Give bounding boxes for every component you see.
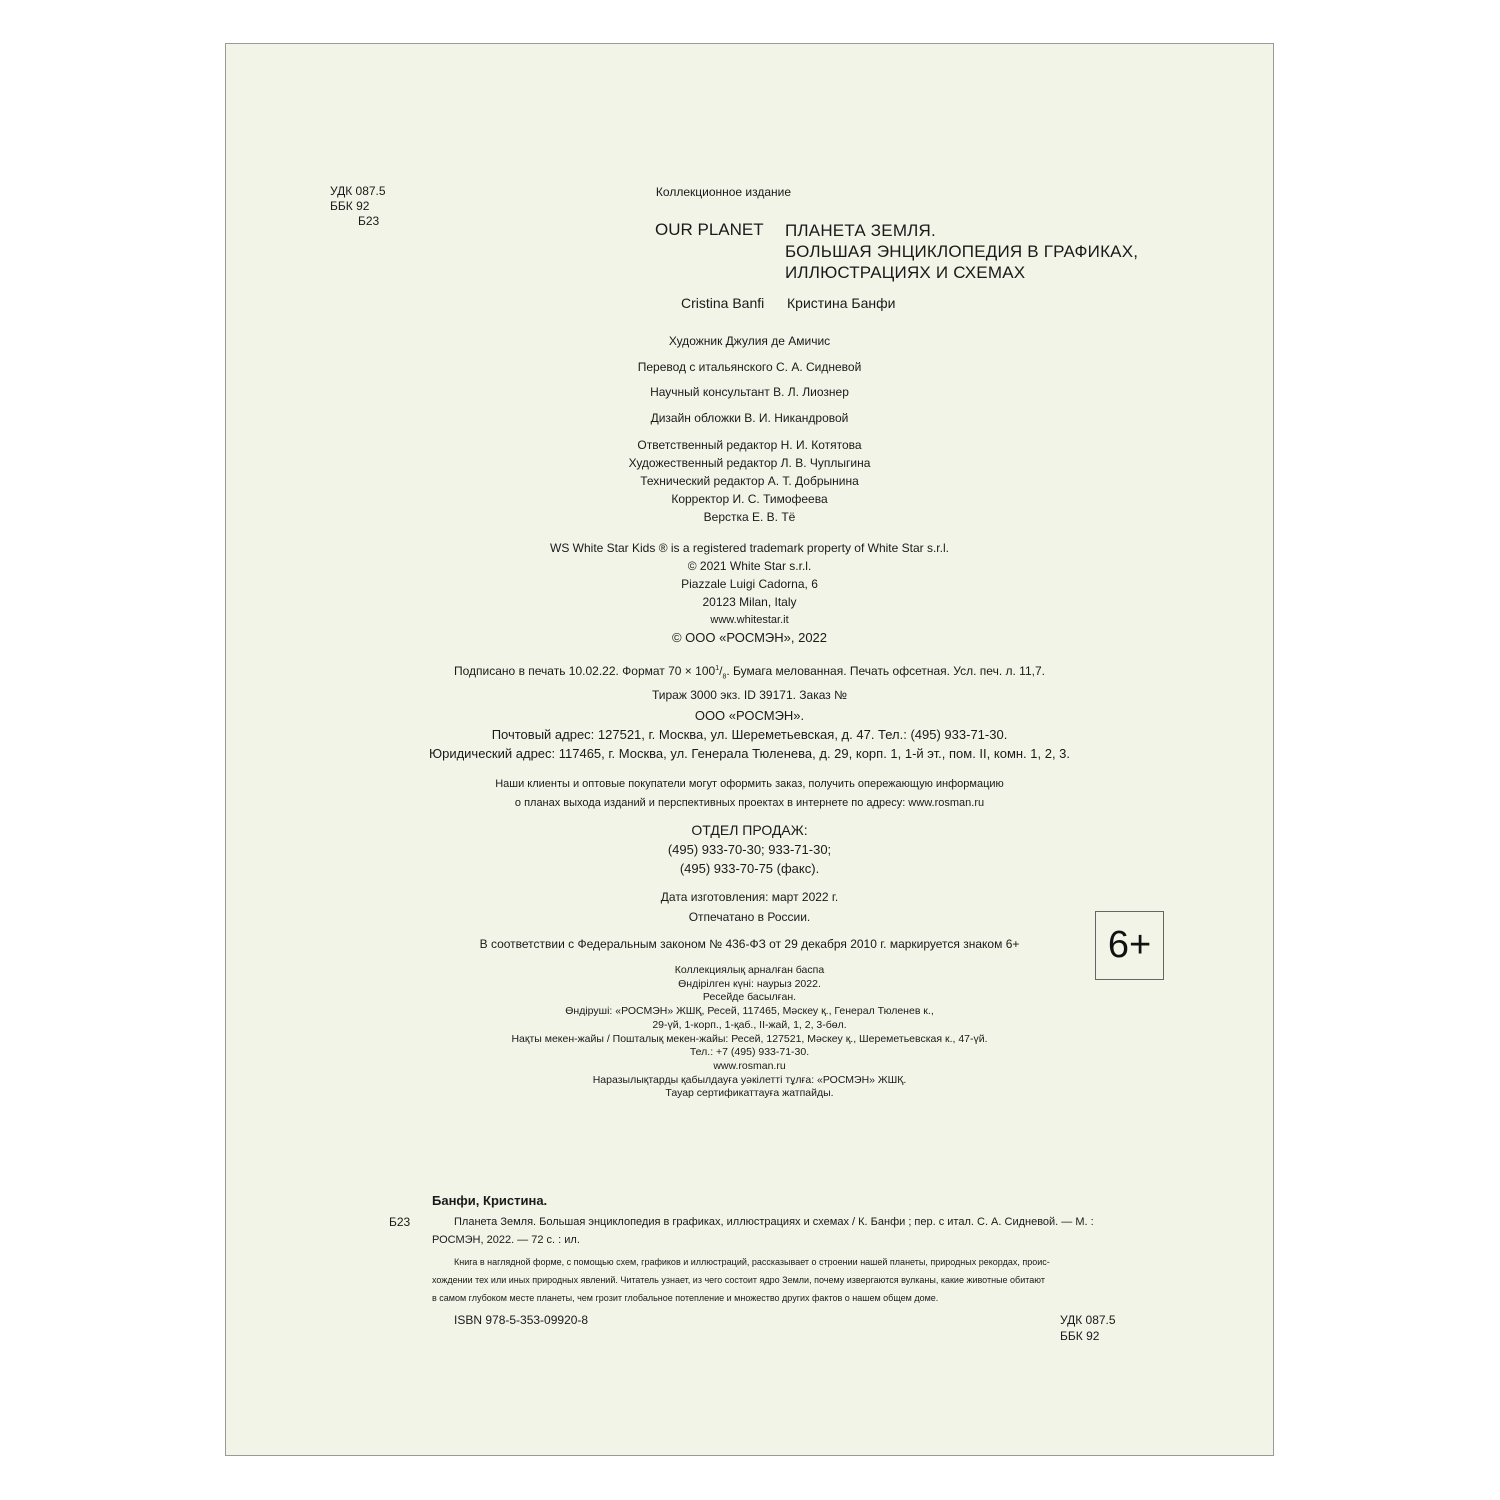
bib-description-line: РОСМЭН, 2022. — 72 с. : ил. [432,1234,580,1246]
bib-udk-code: УДК 087.5 [1060,1313,1116,1327]
clients-info [226,775,1273,813]
credit-editors [226,436,1273,526]
kazakh-line: Өндірілген күні: наурыз 2022. [678,977,821,990]
print-info [226,659,1273,705]
copyright-block [226,539,1273,647]
copyright-line: © 2021 White Star s.r.l. [687,559,812,573]
print-paper-text: . Бумага мелованная. Печать офсетная. Усл. печ. л. 11,7. [726,664,1045,678]
original-title: OUR PLANET [655,220,764,239]
copyright-line: www.whitestar.it [710,614,789,626]
credit-editor: Технический редактор А. Т. Добрынина [640,474,859,488]
book-title-line: ИЛЛЮСТРАЦИЯХ И СХЕМАХ [785,263,1026,282]
credit-translation: Перевод с итальянского С. А. Сидневой [637,360,862,374]
credit-editor: Корректор И. С. Тимофеева [671,492,828,506]
publisher-line: ООО «РОСМЭН». [694,708,805,723]
manufacture-line: Отпечатано в России. [688,910,811,924]
credit-editor: Ответственный редактор Н. И. Котятова [637,438,862,452]
bib-annotation-line: Книга в наглядной форме, с помощью схем, графиков и иллюстраций, рассказывает о строении нашей планеты, природных рекордах, проис- [454,1257,1050,1267]
credit-consultant: Научный консультант В. Л. Лиознер [650,385,849,399]
kazakh-line: Өндіруші: «РОСМЭН» ЖШҚ, Ресей, 117465, Мәскеу қ., Генерал Тюленев к., [565,1005,934,1018]
bbk-code: ББК 92 [330,199,370,213]
bib-description [432,1213,1094,1249]
book-title [785,220,1138,283]
manufacture-line: Дата изготовления: март 2022 г. [660,890,839,904]
imprint-page [225,43,1274,1456]
kazakh-line: 29-үй, 1-корп., 1-қаб., II-жай, 1, 2, 3-бөл. [652,1018,847,1031]
bib-description-line: Планета Земля. Большая энциклопедия в графиках, иллюстрациях и схемах / К. Банфи ; пер. с итал. С. А. Сидневой. — М. : [454,1216,1094,1228]
publisher-line: Почтовый адрес: 127521, г. Москва, ул. Шереметьевская, д. 47. Тел.: (495) 933-71-30. [491,727,1008,742]
publisher-block [226,706,1273,763]
print-info-line: Тираж 3000 экз. ID 39171. Заказ № [652,688,847,703]
kazakh-line: Тауар сертификаттауға жатпайды. [665,1087,834,1100]
clients-line: Наши клиенты и оптовые покупатели могут оформить заказ, получить опережающую информацию [495,778,1004,790]
sales-line: (495) 933-70-30; 933-71-30; [667,842,832,857]
law-notice: В соответствии с Федеральным законом № 436-ФЗ от 29 декабря 2010 г. маркируется знаком 6+ [479,937,1020,951]
print-format-text: Подписано в печать 10.02.22. Формат 70 × 100 [454,664,716,678]
kazakh-block [226,964,1273,1101]
copyright-line: 20123 Milan, Italy [702,595,797,609]
age-rating-badge: 6+ [1095,911,1164,980]
sales-block [226,821,1273,878]
author-latin: Cristina Banfi [681,295,765,311]
author-cyrillic: Кристина Банфи [787,295,896,311]
format-fraction-numerator: 1 [715,665,720,672]
kazakh-line: Коллекциялық арналған баспа [674,964,825,976]
bib-annotation-line: в самом глубоком месте планеты, чем грозит глобальное потепление и множество других фактов о нашем общем доме. [432,1293,939,1303]
book-title-line: ПЛАНЕТА ЗЕМЛЯ. [785,221,936,240]
bib-bbk-code: ББК 92 [1060,1329,1100,1343]
credit-editor: Верстка Е. В. Тё [703,510,796,524]
bib-annotation [432,1253,1050,1307]
copyright-line: © ООО «РОСМЭН», 2022 [671,630,828,645]
udk-code: УДК 087.5 [330,184,386,198]
edition-label: Коллекционное издание [655,185,792,199]
copyright-line: Piazzale Luigi Cadorna, 6 [681,577,818,591]
publisher-line: Юридический адрес: 117465, г. Москва, ул. Генерала Тюленева, д. 29, корп. 1, 1-й эт., пом. II, комн. 1, 2, 3. [428,746,1071,761]
sales-heading: ОТДЕЛ ПРОДАЖ: [691,822,808,838]
print-info-line: Подписано в печать 10.02.22. Формат $70 \times 100^1/_8$. Бумага мелованная. Печать офсетная. Усл. печ. л. 11,7. [454,664,1045,681]
clients-line: о планах выхода изданий и перспективных проектах в интернете по адресу: www.rosman.ru [514,797,985,809]
format-fraction-denominator: 8 [722,673,727,681]
credit-artist: Художник Джулия де Амичис [668,334,831,348]
sales-line: (495) 933-70-75 (факс). [679,861,820,876]
bib-author-sign: Б23 [389,1215,411,1229]
bib-author-heading: Банфи, Кристина. [432,1193,548,1208]
credit-cover: Дизайн обложки В. И. Никандровой [650,411,849,425]
kazakh-line: Тел.: +7 (495) 933-71-30. [689,1046,810,1059]
bib-annotation-line: хождении тех или иных природных явлений. Читатель узнает, из чего состоит ядро Земли, почему извергаются вулканы, какие животные обитают [432,1275,1045,1285]
book-title-line: БОЛЬШАЯ ЭНЦИКЛОПЕДИЯ В ГРАФИКАХ, [785,242,1139,261]
credit-editor: Художественный редактор Л. В. Чуплыгина [628,456,871,470]
kazakh-line: www.rosman.ru [713,1059,786,1072]
copyright-line: WS White Star Kids ® is a registered trademark property of White Star s.r.l. [550,541,949,555]
author-sign-code: Б23 [358,214,380,228]
kazakh-line: Ресейде басылған. [702,991,797,1004]
isbn: ISBN 978-5-353-09920-8 [454,1313,589,1327]
kazakh-line: Нақты мекен-жайы / Пошталық мекен-жайы: Ресей, 127521, Мәскеу қ., Шереметьевская к., 47-үй. [511,1032,988,1045]
kazakh-line: Наразылықтарды қабылдауға уәкілетті тұлға: «РОСМЭН» ЖШҚ. [592,1073,907,1086]
